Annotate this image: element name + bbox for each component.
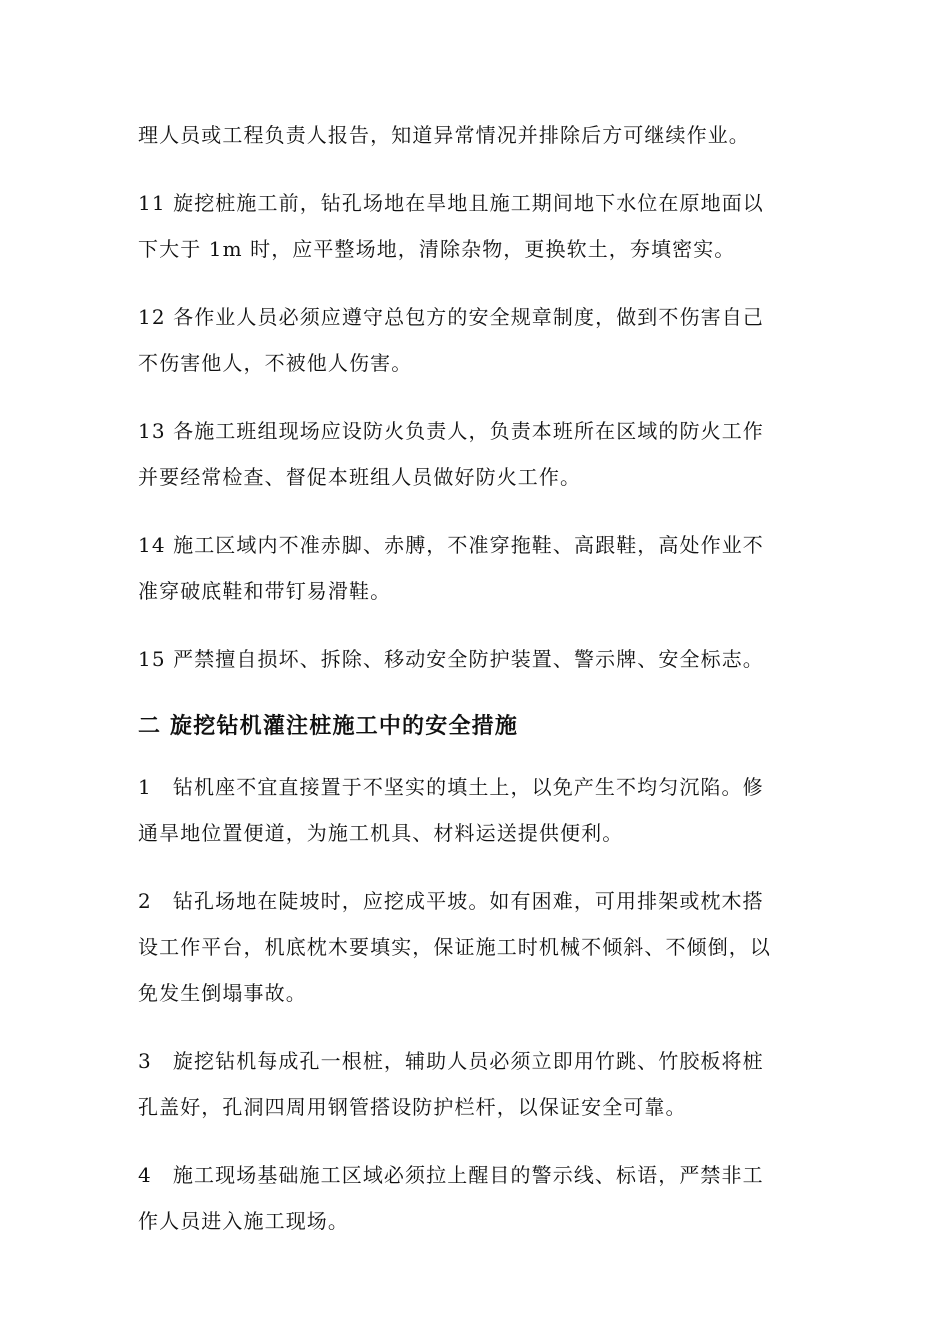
paragraph-item-12 xyxy=(138,294,818,386)
section-heading: 二 旋挖钻机灌注桩施工中的安全措施 xyxy=(138,714,519,739)
paragraph-measure-2 xyxy=(138,878,818,1016)
paragraph-measure-3 xyxy=(138,1038,818,1130)
text-line: 并要经常检查、督促本班组人员做好防火工作。 xyxy=(138,465,582,489)
paragraph-item-13 xyxy=(138,408,818,500)
paragraph-continuation xyxy=(138,112,818,158)
paragraph-item-15 xyxy=(138,636,818,682)
document-body xyxy=(138,112,818,1266)
paragraph-measure-1 xyxy=(138,764,818,856)
text-line: 3 旋挖钻机每成孔一根桩，辅助人员必须立即用竹跳、竹胶板将桩 xyxy=(138,1049,764,1073)
text-line: 14 施工区域内不准赤脚、赤膊，不准穿拖鞋、高跟鞋，高处作业不 xyxy=(138,533,764,557)
paragraph-measure-4 xyxy=(138,1152,818,1244)
text-line: 不伤害他人，不被他人伤害。 xyxy=(138,351,413,375)
text-line: 设工作平台，机底枕木要填实，保证施工时机械不倾斜、不倾倒，以 xyxy=(138,935,771,959)
text-line: 4 施工现场基础施工区域必须拉上醒目的警示线、标语，严禁非工 xyxy=(138,1163,764,1187)
text-line: 1 钻机座不宜直接置于不坚实的填土上，以免产生不均匀沉陷。修 xyxy=(138,775,764,799)
text-line: 2 钻孔场地在陡坡时，应挖成平坡。如有困难，可用排架或枕木搭 xyxy=(138,889,764,913)
text-line: 12 各作业人员必须应遵守总包方的安全规章制度，做到不伤害自己 xyxy=(138,305,764,329)
text-line: 通旱地位置便道，为施工机具、材料运送提供便利。 xyxy=(138,821,624,845)
text-line: 理人员或工程负责人报告，知道异常情况并排除后方可继续作业。 xyxy=(138,123,750,147)
text-line: 孔盖好，孔洞四周用钢管搭设防护栏杆，以保证安全可靠。 xyxy=(138,1095,687,1119)
text-line: 15 严禁擅自损坏、拆除、移动安全防护装置、警示牌、安全标志。 xyxy=(138,647,764,671)
text-line: 11 旋挖桩施工前，钻孔场地在旱地且施工期间地下水位在原地面以 xyxy=(138,191,764,215)
text-line: 13 各施工班组现场应设防火负责人，负责本班所在区域的防火工作 xyxy=(138,419,764,443)
paragraph-item-11 xyxy=(138,180,818,272)
text-line: 下大于 1m 时，应平整场地，清除杂物，更换软土，夯填密实。 xyxy=(138,237,736,261)
text-line: 准穿破底鞋和带钉易滑鞋。 xyxy=(138,579,392,603)
text-line: 作人员进入施工现场。 xyxy=(138,1209,349,1233)
paragraph-item-14 xyxy=(138,522,818,614)
text-line: 免发生倒塌事故。 xyxy=(138,981,307,1005)
